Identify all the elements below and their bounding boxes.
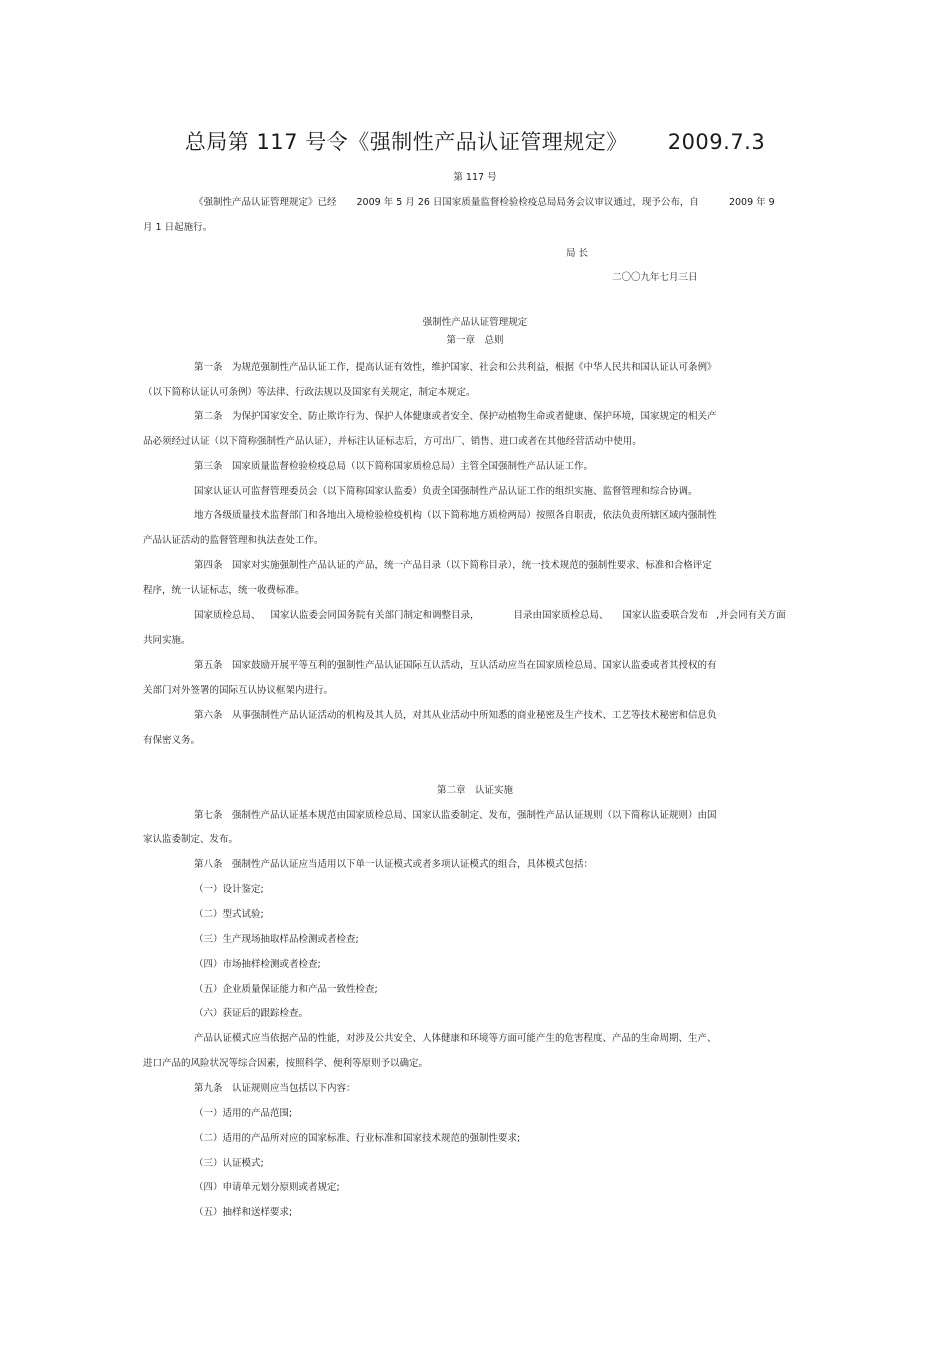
list-item: （四）申请单元划分原则或者规定; [194, 1182, 340, 1193]
document-title [0, 126, 950, 156]
list-item: （一）设计鉴定; [194, 884, 264, 895]
paragraph-line: 进口产品的风险状况等综合因素，按照科学、便利等原则予以确定。 [143, 1058, 429, 1069]
paragraph-line: 第一条 为规范强制性产品认证工作，提高认证有效性，维护国家、社会和公共利益，根据《中华人民共和国认证认可条例》 [194, 362, 717, 373]
intro-line-1: 《强制性产品认证管理规定》已经 2009 年 5 月 26 日国家质量监督检验检疫总局局务会议审议通过，现予公布，自 2009 年 9 [194, 197, 775, 208]
paragraph-line: （以下简称认证认可条例）等法律、行政法规以及国家有关规定，制定本规定。 [143, 387, 476, 398]
chapter-1-heading: 第一章 总则 [446, 335, 504, 346]
paragraph-line: 第六条 从事强制性产品认证活动的机构及其人员，对其从业活动中所知悉的商业秘密及生产技术、工艺等技术秘密和信息负 [194, 710, 717, 721]
paragraph-line: 第四条 国家对实施强制性产品认证的产品，统一产品目录（以下简称目录），统一技术规范的强制性要求、标准和合格评定 [194, 560, 712, 571]
list-item: （四）市场抽样检测或者检查; [194, 959, 321, 970]
paragraph-line: 程序，统一认证标志，统一收费标准。 [143, 585, 305, 596]
intro-line-2: 月 1 日起施行。 [143, 222, 213, 233]
regulation-title: 强制性产品认证管理规定 [422, 317, 528, 328]
paragraph-line: 国家质检总局、 国家认监委会同国务院有关部门制定和调整目录， 目录由国家质检总局、 国家认监委联合发布 ,并会同有关方面 [194, 610, 786, 621]
paragraph-line: 地方各级质量技术监督部门和各地出入境检验检疫机构（以下简称地方质检两局）按照各自职责，依法负责所辖区域内强制性 [194, 510, 717, 521]
paragraph-line: 第九条 认证规则应当包括以下内容： [194, 1083, 356, 1094]
list-item: （一）适用的产品范围; [194, 1108, 293, 1119]
paragraph-line: 产品认证活动的监督管理和执法查处工作。 [143, 535, 324, 546]
list-item: （二）型式试验; [194, 909, 264, 920]
signature-date: 二〇〇九年七月三日 [612, 272, 698, 283]
title-date: 2009.7.3 [667, 130, 766, 154]
paragraph-line: 家认监委制定、发布。 [143, 834, 239, 845]
list-item: （三）生产现场抽取样品检测或者检查; [194, 934, 359, 945]
paragraph-line: 有保密义务。 [143, 735, 201, 746]
paragraph-line: 产品认证模式应当依据产品的性能，对涉及公共安全、人体健康和环境等方面可能产生的危害程度、产品的生命周期、生产、 [194, 1033, 717, 1044]
order-number: 第 117 号 [453, 172, 497, 183]
paragraph-line: 国家认证认可监督管理委员会（以下简称国家认监委）负责全国强制性产品认证工作的组织实施、监督管理和综合协调。 [194, 486, 698, 497]
paragraph-line: 品必须经过认证（以下简称强制性产品认证），并标注认证标志后，方可出厂、销售、进口或者在其他经营活动中使用。 [143, 436, 642, 447]
paragraph-line: 第五条 国家鼓励开展平等互利的强制性产品认证国际互认活动，互认活动应当在国家质检总局、国家认监委或者其授权的有 [194, 660, 717, 671]
title-main: 总局第 117 号令《强制性产品认证管理规定》 [184, 130, 628, 154]
paragraph-line: 共同实施。 [143, 635, 191, 646]
list-item: （五）企业质量保证能力和产品一致性检查; [194, 984, 378, 995]
paragraph-line: 第八条 强制性产品认证应当适用以下单一认证模式或者多项认证模式的组合，具体模式包括： [194, 859, 594, 870]
paragraph-line: 第二条 为保护国家安全、防止欺诈行为、保护人体健康或者安全、保护动植物生命或者健康、保护环境，国家规定的相关产 [194, 411, 717, 422]
list-item: （六）获证后的跟踪检查。 [194, 1008, 309, 1019]
chapter-2-heading: 第二章 认证实施 [436, 785, 513, 796]
paragraph-line: 第七条 强制性产品认证基本规范由国家质检总局、国家认监委制定、发布，强制性产品认证规则（以下简称认证规则）由国 [194, 810, 717, 821]
signature-role: 局 长 [566, 248, 589, 259]
list-item: （二）适用的产品所对应的国家标准、行业标准和国家技术规范的强制性要求; [194, 1133, 521, 1144]
list-item: （三）认证模式; [194, 1158, 264, 1169]
paragraph-line: 第三条 国家质量监督检验检疫总局（以下简称国家质检总局）主管全国强制性产品认证工作。 [194, 461, 594, 472]
paragraph-line: 关部门对外签署的国际互认协议框架内进行。 [143, 685, 334, 696]
list-item: （五）抽样和送样要求; [194, 1207, 293, 1218]
